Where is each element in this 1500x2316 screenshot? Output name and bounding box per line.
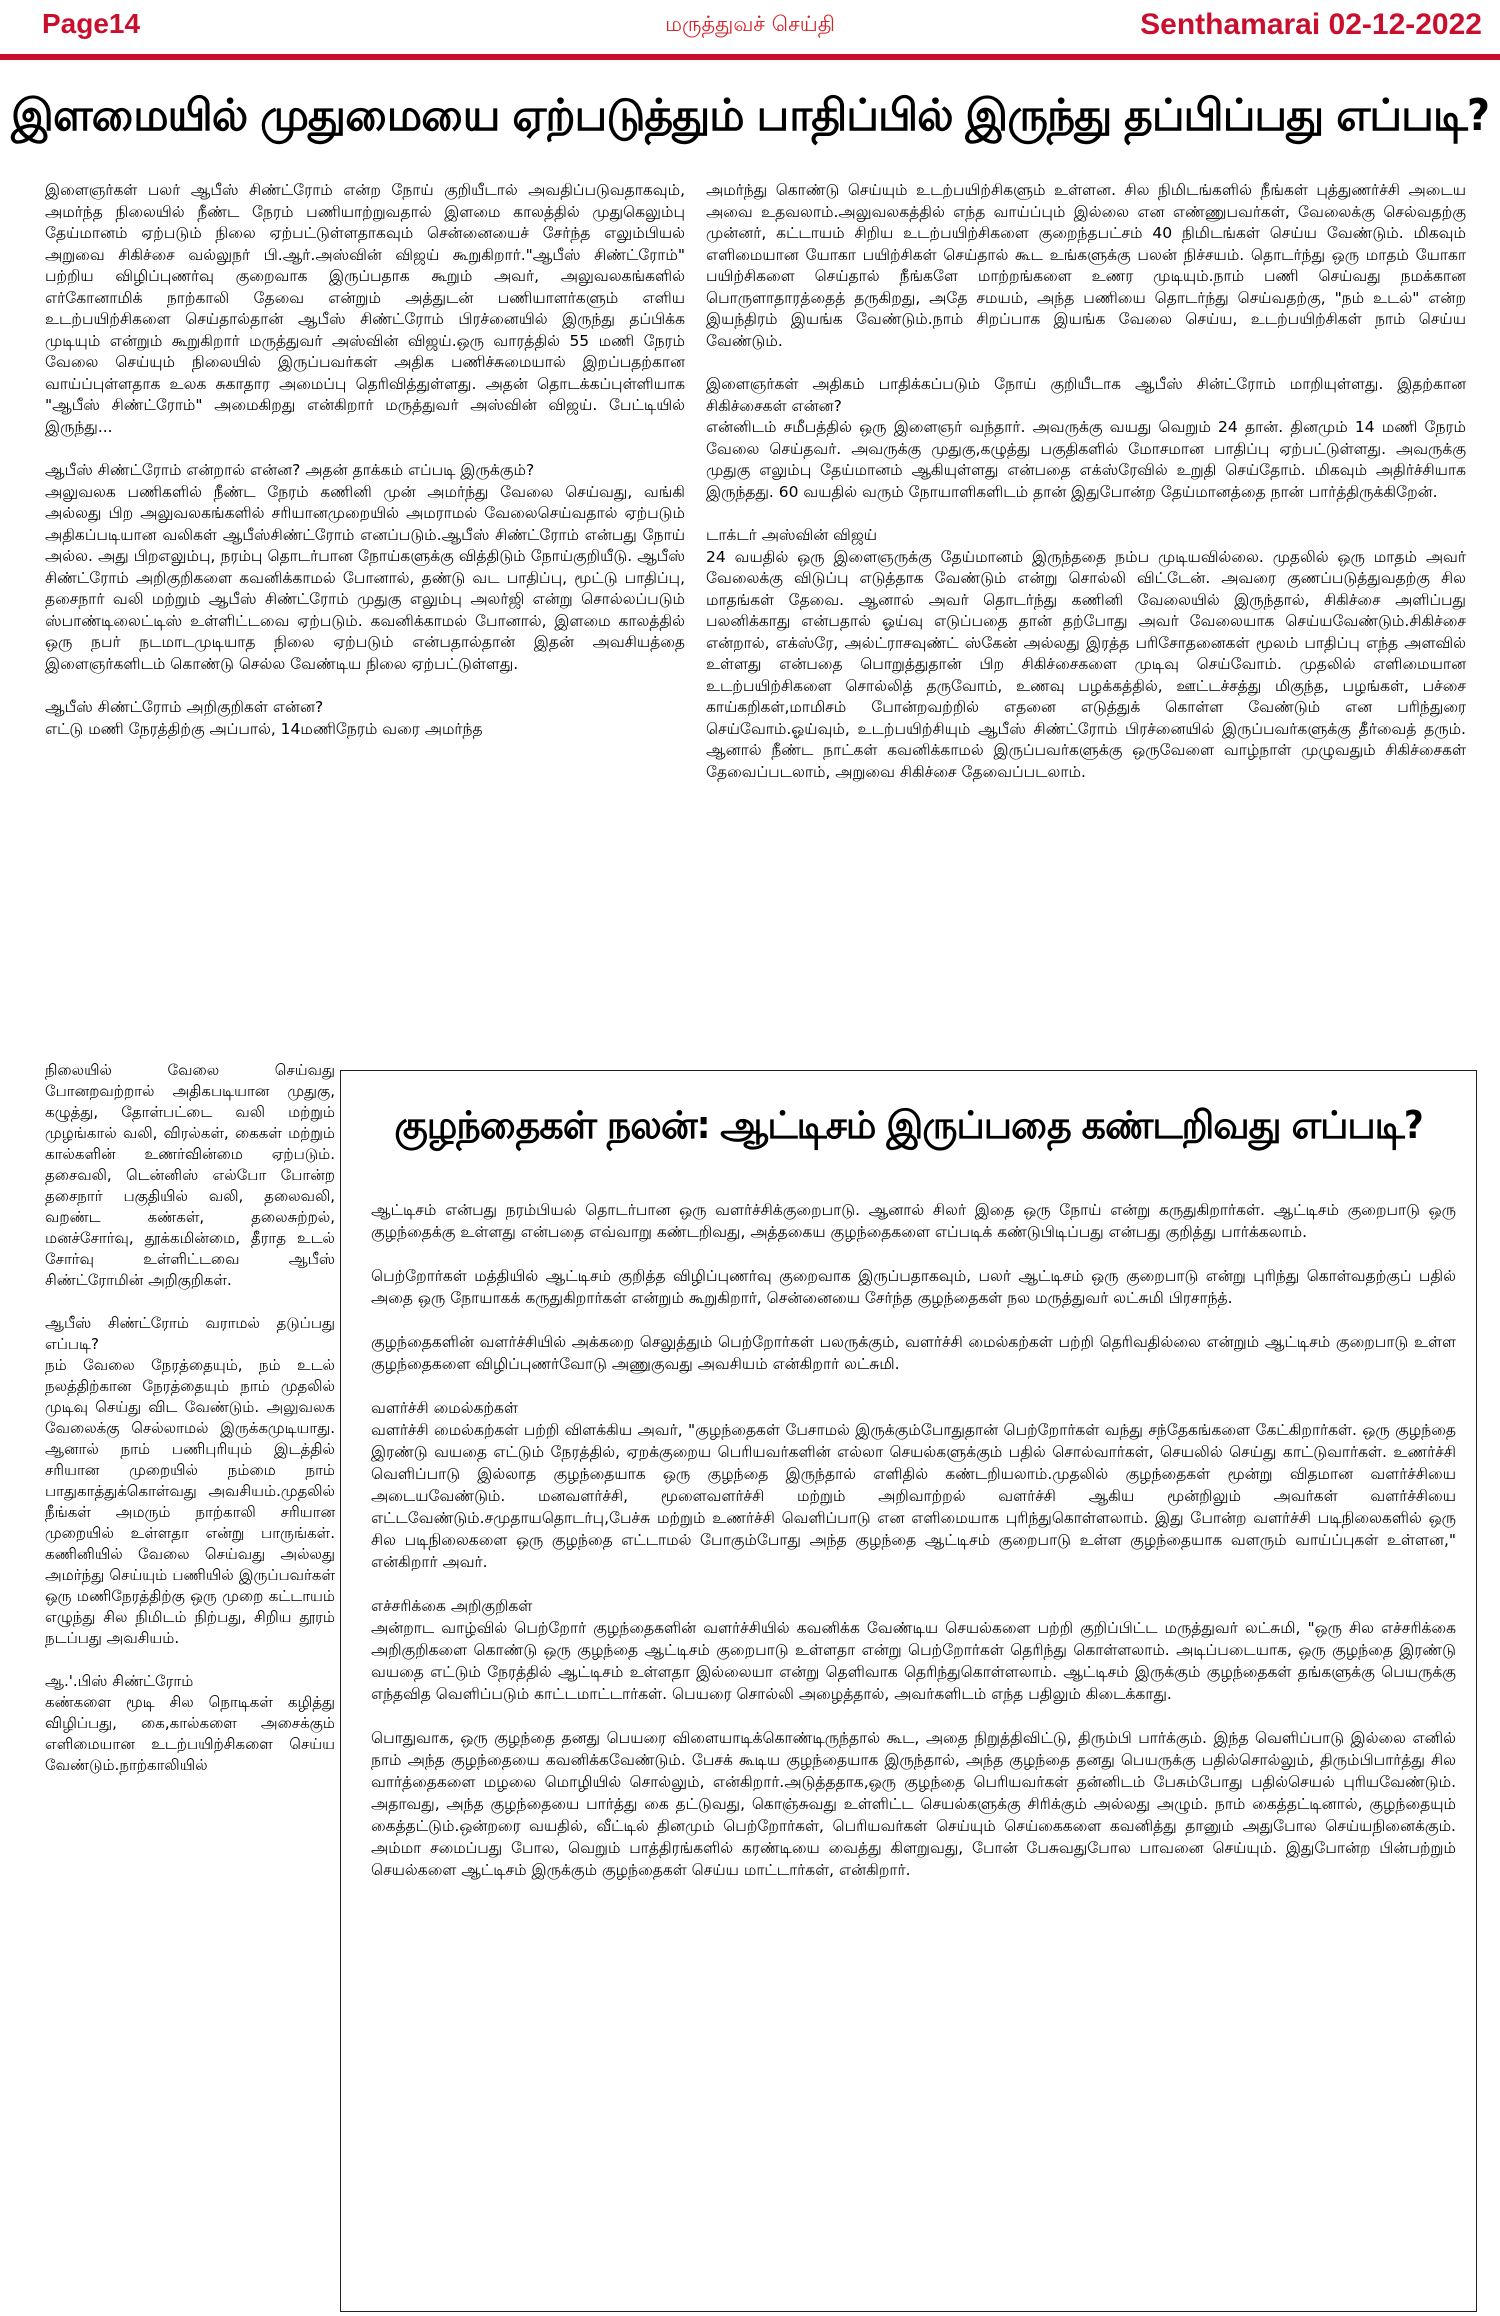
header-rule <box>0 54 1500 60</box>
article-paragraph: நிலையில் வேலை செய்வது போனறவற்றால் அதிகபடியான முதுகு, கழுத்து, தோள்பட்டை வலி மற்றும் முழங்கால் வலி, விரல்கள், கைகள் மற்றும் கால்களின் உணர்வின்மை ஏற்படும். தசைவலி, டென்னிஸ் எல்போ போன்ற தசைநார் பகுதியில் வலி, தலைவலி, வறண்ட கண்கள், தலைசுற்றல், மனச்சோர்வு, தூக்கமின்மை, தீராத உடல் சோர்வு உள்ளிட்டவை ஆபீஸ் சிண்ட்ரோமின் அறிகுறிகள். <box>45 1061 335 1289</box>
article1-column-1-continued <box>45 1060 335 2310</box>
subheading: டாக்டர் அஸ்வின் விஜய் <box>706 526 878 544</box>
subheading: ஆபீஸ் சிண்ட்ரோம் வராமல் தடுப்பது எப்படி? <box>45 1314 335 1353</box>
article-paragraph: இளைஞர்கள் பலர் ஆபீஸ் சிண்ட்ரோம் என்ற நோய் குறியீடால் அவதிப்படுவதாகவும், அமர்ந்த நிலையில் நீண்ட நேரம் பணியாற்றுவதால் இளமை காலத்தில் முதுகெலும்பு தேய்மானம் ஏற்படும் நிலை ஏற்பட்டுள்ளதாகவும் சென்னையைச் சேர்ந்த எலும்பியல் அறுவை சிகிச்சை வல்லுநர் பி.ஆர்.அஸ்வின் விஜய் கூறுகிறார்."ஆபீஸ் சிண்ட்ரோம்" பற்றிய விழிப்புணர்வு குறைவாக இருப்பதாக கூறும் அவர், அலுவலகங்களில் எர்கோனாமிக் நாற்காலி தேவை என்றும் அத்துடன் பணியாளர்களும் எளிய உடற்பயிற்சிகளை செய்தால்தான் ஆபீஸ் சிண்ட்ரோம் பிரச்னையில் இருந்து தப்பிக்க முடியும் என்றும் கூறுகிறார் மருத்துவர் அஸ்வின் விஜய்.ஒரு வாரத்தில் 55 மணி நேரம் வேலை செய்யும் நிலையில் இருப்பவர்கள் அதிக பணிச்சுமையால் இறப்பதற்கான வாய்ப்புள்ளதாக உலக சுகாதார அமைப்பு தெரிவித்துள்ளது. அதன் தொடக்கப்புள்ளியாக "ஆபீஸ் சிண்ட்ரோம்" அமைகிறது என்கிறார் மருத்துவர் அஸ்வின் விஜய். பேட்டியில் இருந்து... <box>45 181 685 436</box>
article-paragraph: 24 வயதில் ஒரு இளைஞருக்கு தேய்மானம் இருந்ததை நம்ப முடியவில்லை. முதலில் ஒரு மாதம் அவர் வேலைக்கு விடுப்பு எடுத்தாக வேண்டும் என்று சொல்லி விட்டேன். அவரை குணப்படுத்துவதற்கு சில மாதங்கள் தேவை. ஆனால் அவர் தொடர்ந்து கணினி வேலையில் இருந்தால், சிகிச்சை அளிப்பது பலனிக்காது என்பதால் ஓய்வு எடுப்பதை தான் தற்போது அவர் வேலையாக செய்யவேண்டும்.சிகிச்சை என்றால், எக்ஸ்ரே, அல்ட்ராசவுண்ட் ஸ்கேன் அல்லது இரத்த பரிசோதனைகள் மூலம் பாதிப்பு எந்த அளவில் உள்ளது என்பதை பொறுத்துதான் பிற சிகிச்சைகளை முடிவு செய்வோம். முதலில் எளிமையான உடற்பயிற்சிகளை சொல்லித் தருவோம், உணவு பழக்கத்தில், ஊட்டச்சத்து மிகுந்த, பழங்கள், பச்சை காய்கறிகள்,மாமிசம் போன்றவற்றில் எதனை எடுத்துக் கொள்ள வேண்டும் என பரிந்துரை செய்வோம்.ஓய்வும், உடற்பயிற்சியும் ஆபீஸ் சிண்ட்ரோம் பிரச்னையில் இருப்பவர்களுக்கு தீர்வைத் தரும். ஆனால் நீண்ட நாட்கள் கவனிக்காமல் இருப்பவர்களுக்கு ஒருவேளை வாழ்நாள் முழுவதும் சிகிச்சைகள் தேவைப்படலாம், அறுவை சிகிச்சை தேவைப்படலாம். <box>706 547 1466 781</box>
subheading: ஆ.'.பிஸ் சிண்ட்ரோம் <box>45 1672 194 1690</box>
article2-body <box>371 1199 1456 2299</box>
section-title: மருத்துவச் செய்தி <box>665 12 835 36</box>
article-paragraph: நம் வேலை நேரத்தையும், நம் உடல் நலத்திற்கான நேரத்தையும் நாம் முதலில் முடிவு செய்து விட வேண்டும். அலுவலக வேலைக்கு செல்லாமல் இருக்கமுடியாது. ஆனால் நாம் பணிபுரியும் இடத்தில் சரியான முறையில் நம்மை நாம் பாதுகாத்துக்கொள்வது அவசியம்.முதலில் நீங்கள் அமரும் நாற்காலி சரியான முறையில் உள்ளதா என்று பாருங்கள். கணினியில் வேலை செய்வது அல்லது அமர்ந்து செய்யும் பணியில் இருப்பவர்கள் ஒரு மணிநேரத்திற்கு ஒரு முறை கட்டாயம் எழுந்து சில நிமிடம் நிற்பது, சிறிய தூரம் நடப்பது அவசியம். <box>45 1356 335 1647</box>
article-paragraph: என்னிடம் சமீபத்தில் ஒரு இளைஞர் வந்தார். அவருக்கு வயது வெறும் 24 தான். தினமும் 14 மணி நேரம் வேலை செய்தவர். அவருக்கு முதுகு,கழுத்து பகுதிகளில் மோசமான பாதிப்பு ஏற்பட்டுள்ளது. அவருக்கு முதுகு எலும்பு தேய்மானம் ஆகியுள்ளது என்பதை எக்ஸ்ரேவில் உறுதி செய்தோம். மிகவும் அதிர்ச்சியாக இருந்தது. 60 வயதில் வரும் நோயாளிகளிடம் தான் இதுபோன்ற தேய்மானத்தை நான் பார்த்திருக்கிறேன். <box>706 418 1466 501</box>
article-paragraph: ஆட்டிசம் என்பது நரம்பியல் தொடர்பான ஒரு வளர்ச்சிக்குறைபாடு. ஆனால் சிலர் இதை ஒரு நோய் என்று கருதுகிறார்கள். ஆட்டிசம் குறைபாடு ஒரு குழந்தைக்கு உள்ளது என்பதை எவ்வாறு கண்டறிவது, அத்தகைய குழந்தைகளை எப்படிக் கண்டுபிடிப்பது என்பது குறித்து பார்க்கலாம். <box>371 1201 1456 1241</box>
article2-box <box>340 1070 1477 2312</box>
article2-headline: குழந்தைகள் நலன்: ஆட்டிசம் இருப்பதை கண்டறிவது எப்படி? <box>394 1103 1423 1147</box>
article-paragraph: வளர்ச்சி மைல்கற்கள் பற்றி விளக்கிய அவர், "குழந்தைகள் பேசாமல் இருக்கும்போதுதான் பெற்றோர்கள் வந்து சந்தேகங்களை கேட்கிறார்கள். ஒரு குழந்தை இரண்டு வயதை எட்டும் நேரத்தில், ஏறக்குறைய பெரியவர்களின் எல்லா செயல்களுக்கும் பதில் சொல்வார்கள், செயலில் செய்து காட்டுவார்கள். உணர்ச்சி வெளிப்பாடு இல்லாத குழந்தையாக ஒரு குழந்தை இருந்தால் எளிதில் கண்டறியலாம்.முதலில் குழந்தைகள் மூன்று விதமான வளர்ச்சியை அடையவேண்டும். மனவளர்ச்சி, மூளைவளர்ச்சி மற்றும் அறிவாற்றல் வளர்ச்சி ஆகிய மூன்றிலும் அவர்கள் வளர்ச்சியை எட்டவேண்டும்.சமுதாயதொடர்பு,பேச்சு மற்றும் உணர்ச்சி வெளிப்பாடு என எளிமையாக புரிந்துகொள்ளலாம். இது போன்ற வளர்ச்சி படிநிலைகளில் ஒரு சில படிநிலைகளை ஒரு குழந்தை எட்டாமல் போகும்போது அந்த குழந்தை ஆட்டிசம் குறைபாடு உள்ள குழந்தையாக வளரும் வாய்ப்புகள் உள்ளன," என்கிறார் அவர். <box>371 1421 1456 1571</box>
publication-date: Senthamarai 02-12-2022 <box>1140 8 1482 41</box>
article-paragraph: அன்றாட வாழ்வில் பெற்றோர் குழந்தைகளின் வளர்ச்சியில் கவனிக்க வேண்டிய செயல்களை பற்றி குறிப்பிட்ட மருத்துவர் லட்சுமி, "ஒரு சில எச்சரிக்கை அறிகுறிகளை கொண்டு ஒரு குழந்தை ஆட்டிசம் குறைபாடு உள்ளதா என்று பெற்றோர்கள் தெரிந்து கொள்ளலாம். அடிப்படையாக, ஒரு குழந்தை இரண்டு வயதை எட்டும் நேரத்தில் ஆட்டிசம் உள்ளதா இல்லையா என்று தெளிவாக தெரிந்துகொள்ளலாம். ஆட்டிசம் இருக்கும் குழந்தைகள் தங்களுக்கு பெயருக்கு எந்தவித வெளிப்படும் காட்டமாட்டார்கள். பெயரை சொல்லி அழைத்தால், அவர்களிடம் எந்த பதிலும் கிடைக்காது. <box>371 1619 1456 1703</box>
subheading: இளைஞர்கள் அதிகம் பாதிக்கப்படும் நோய் குறியீடாக ஆபீஸ் சின்ட்ரோம் மாறியுள்ளது. இதற்கான சிகிச்சைகள் என்ன? <box>706 375 1466 415</box>
article-paragraph: கண்களை மூடி சில நொடிகள் கழித்து விழிப்பது, கை,கால்களை அசைக்கும் எளிமையான உடற்பயிற்சிகளை செய்ய வேண்டும்.நாற்காலியில் <box>45 1693 335 1774</box>
article-paragraph: பொதுவாக, ஒரு குழந்தை தனது பெயரை விளையாடிக்கொண்டிருந்தால் கூட, அதை நிறுத்திவிட்டு, திரும்பி பார்க்கும். இந்த வெளிப்பாடு இல்லை எனில் நாம் அந்த குழந்தையை கவனிக்கவேண்டும். பேசக் கூடிய குழந்தையாக இருந்தால், அந்த குழந்தை தனது பெயருக்கு பதில்சொல்லும், திரும்பிபார்த்து சில வார்த்தைகளை மழலை மொழியில் சொல்லும், என்கிறார்.அடுத்ததாக,ஒரு குழந்தை பெரியவர்கள் தன்னிடம் பேசும்போது பதில்செயல் புரியவேண்டும். அதாவது, அந்த குழந்தையை பார்த்து கை தட்டுவது, கொஞ்சுவது உள்ளிட்ட செயல்களுக்கு சிரிக்கும் அல்லது அழும். நாம் கைத்தட்டினால், குழந்தையும் கைத்தட்டும்.ஒன்றரை வயதில், வீட்டில் தினமும் பெற்றோர்கள், பெரியவர்கள் செய்யும் செய்கைகளை கவனித்து தானும் அதுபோல செய்யநினைக்கும். அம்மா சமைப்பது போல, வெறும் பாத்திரங்களில் கரண்டியை வைத்து கிளறுவது, போன் பேசுவதுபோல பாவனை செய்யும். இதுபோன்ற பின்பற்றும் செயல்களை ஆட்டிசம் இருக்கும் குழந்தைகள் செய்ய மாட்டார்கள், என்கிறார். <box>371 1729 1456 1879</box>
page-header <box>0 0 1500 54</box>
article-paragraph: குழந்தைகளின் வளர்ச்சியில் அக்கறை செலுத்தும் பெற்றோர்கள் பலருக்கும், வளர்ச்சி மைல்கற்கள் பற்றி தெரிவதில்லை என்றும் ஆட்டிசம் குறைபாடு உள்ள குழந்தைகளை விழிப்புணர்வோடு அணுகுவது அவசியம் என்கிறார் லட்சுமி. <box>371 1333 1456 1373</box>
article-paragraph: அமர்ந்து கொண்டு செய்யும் உடற்பயிற்சிகளும் உள்ளன. சில நிமிடங்களில் நீங்கள் புத்துணர்ச்சி அடைய அவை உதவலாம்.அலுவலகத்தில் எந்த வாய்ப்பும் இல்லை என எண்ணுபவர்கள், வேலைக்கு செல்வதற்கு முன்னர், கட்டாயம் சிறிய உடற்பயிற்சிகளை குறைந்தபட்சம் 40 நிமிடங்கள் செய்ய வேண்டும். மிகவும் எளிமையான யோகா பயிற்சிகள் செய்தால் கூட உங்களுக்கு பலன் நிச்சயம். தொடர்ந்து ஒரு மாதம் யோகா பயிற்சிகளை செய்தால் நீங்களே மாற்றங்களை உணர முடியும்.நாம் பணி செய்வது நமக்கான பொருளாதாரத்தைத் தருகிறது, அதே சமயம், அந்த பணியை தொடர்ந்து செய்வதற்கு, "நம் உடல்" என்ற இயந்திரம் இயங்க வேண்டும்.நாம் சிறப்பாக இயங்க வேலை செய்ய, உடற்பயிற்சிகள் நாம் செய்ய வேண்டும். <box>706 181 1466 350</box>
subheading: ஆபீஸ் சிண்ட்ரோம் அறிகுறிகள் என்ன? <box>45 698 324 716</box>
article-paragraph: அலுவலக பணிகளில் நீண்ட நேரம் கணினி முன் அமர்ந்து வேலை செய்வது, வங்கி அல்லது பிற அலுவலகங்களில் சரியானமுறையில் அமராமல் வேலைசெய்வதால் ஏற்படும் அதிகப்படியான வலிகள் ஆபீஸ்சிண்ட்ரோம் எனப்படும்.ஆபீஸ் சிண்ட்ரோம் என்பது நோய் அல்ல. அது பிறஎலும்பு, நரம்பு தொடர்பான நோய்களுக்கு வித்திடும் நோய்குறியீடு. ஆபீஸ் சிண்ட்ரோம் அறிகுறிகளை கவனிக்காமல் போனால், தண்டு வட பாதிப்பு, மூட்டு பாதிப்பு, தசைநார் வலி மற்றும் ஆபீஸ் சிண்ட்ரோம் முதுகு எலும்பு அலர்ஜி என்று சொல்லப்படும் ஸ்பாண்டிலைட்டிஸ் உள்ளிட்டவை ஏற்படும். கவனிக்காமல் போனால், இளமை காலத்தில் ஒரு நபர் நடமாடமுடியாத நிலை ஏற்படும் என்பதால்தான் இதன் அவசியத்தை இளைஞர்களிடம் கொண்டு செல்ல வேண்டிய நிலை ஏற்பட்டுள்ளது. <box>45 482 685 673</box>
subheading: எச்சரிக்கை அறிகுறிகள் <box>371 1597 533 1615</box>
article1-column-1 <box>45 180 685 1060</box>
subheading: ஆபீஸ் சிண்ட்ரோம் என்றால் என்ன? அதன் தாக்கம் எப்படி இருக்கும்? <box>45 461 535 479</box>
page-number: Page14 <box>42 8 141 39</box>
article1-headline: இளமையில் முதுமையை ஏற்படுத்தும் பாதிப்பில் இருந்து தப்பிப்பது எப்படி? <box>11 90 1489 141</box>
article-paragraph: பெற்றோர்கள் மத்தியில் ஆட்டிசம் குறித்த விழிப்புணர்வு குறைவாக இருப்பதாகவும், பலர் ஆட்டிசம் ஒரு குறைபாடு என்று புரிந்து கொள்வதற்குப் பதில் அதை ஒரு நோயாகக் கருதுகிறார்கள் என்றும் கூறுகிறார், சென்னையை சேர்ந்த குழந்தைகள் நல மருத்துவர் லட்சுமி பிரசாந்த். <box>371 1267 1456 1307</box>
subheading: வளர்ச்சி மைல்கற்கள் <box>371 1399 518 1417</box>
article-paragraph: எட்டு மணி நேரத்திற்கு அப்பால், 14மணிநேரம் வரை அமர்ந்த <box>45 719 483 738</box>
article1-column-2 <box>706 180 1466 1050</box>
